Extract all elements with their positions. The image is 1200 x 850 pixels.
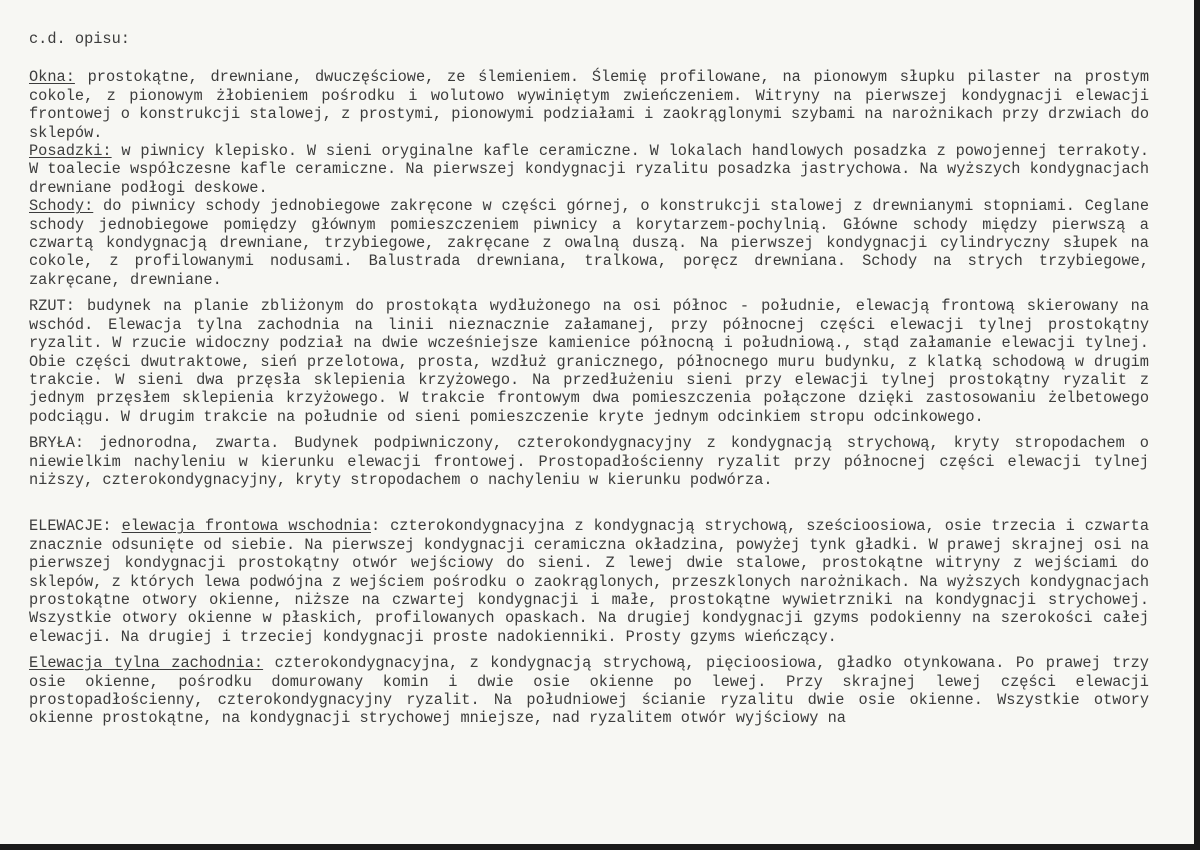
section-text-bryla: jednorodna, zwarta. Budynek podpiwniczony, czterokondygnacyjny z kondygnacją strychową, kryty stropodachem o niewielkim nachyleniu w kierunku elewacji frontowej. Prostopadłościenny ryzalit przy północnej części elewacji tylnej niższy, czterokondygnacyjny, kryty stropodachem o nachyleniu w kierunku podwórza.	[29, 434, 1149, 489]
section-elewacje	[29, 517, 1149, 646]
section-label-posadzki: Posadzki:	[29, 142, 112, 161]
section-prefix-elewacje: ELEWACJE:	[29, 517, 122, 536]
section-text-posadzki: w piwnicy klepisko. W sieni oryginalne kafle ceramiczne. W lokalach handlowych posadzka z powojennej terrakoty. W toalecie współczesne kafle ceramiczne. Na pierwszej kondygnacji ryzalitu posadzka jastrychowa. Na wyższych kondygnacjach drewniane podłogi deskowe.	[29, 142, 1149, 197]
section-label-bryla: BRYŁA:	[29, 434, 85, 453]
section-label-okna: Okna:	[29, 68, 75, 87]
section-rzut	[29, 297, 1149, 426]
section-posadzki	[29, 142, 1149, 197]
section-label-elewacja-tylna: Elewacja tylna zachodnia:	[29, 654, 264, 673]
section-schody	[29, 197, 1149, 289]
section-label-elewacja-frontowa: elewacja frontowa wschodnia	[121, 517, 371, 536]
section-bryla	[29, 434, 1149, 489]
section-label-schody: Schody:	[29, 197, 94, 216]
section-label-rzut: RZUT:	[29, 297, 75, 316]
section-text-schody: do piwnicy schody jednobiegowe zakręcone w części górnej, o konstrukcji stalowej z drewnianymi stopniami. Ceglane schody jednobiegowe pomiędzy głównym pomieszczeniem piwnicy a korytarzem-pochylnią. Główne schody między pierwszą a czwartą kondygnacją drewniane, trzybiegowe, zakręcane z owalną duszą. Na pierwszej kondygnacji cylindryczny słupek na cokole, z profilowanymi nodusami. Balustrada drewniana, tralkowa, poręcz drewniana. Schody na strych trzybiegowe, zakręcane, drewniane.	[29, 197, 1149, 289]
document-body	[29, 30, 1149, 728]
section-elewacja-tylna	[29, 654, 1149, 728]
continuation-heading: c.d. opisu:	[29, 30, 130, 48]
section-text-elewacja-tylna: czterokondygnacyjna, z kondygnacją strychową, pięcioosiowa, gładko otynkowana. Po prawej trzy osie okienne, pośrodku domurowany komin i dwie osie okienne po lewej. Przy skrajnej lewej części elewacji prostopadłościenny, czterokondygnacyjny ryzalit. Na południowej ścianie ryzalitu dwie osie okienne. Wszystkie otwory okienne prostokątne, na kondygnacji strychowej mniejsze, nad ryzalitem otwór wyjściowy na	[29, 654, 1149, 728]
section-okna	[29, 68, 1149, 142]
section-text-rzut: budynek na planie zbliżonym do prostokąta wydłużonego na osi północ - południe, elewacją frontową skierowany na wschód. Elewacja tylna zachodnia na linii nieznacznie załamanej, przy północnej części elewacji tylnej prostokątny ryzalit. W rzucie widoczny podział na dwie wcześniejsze kamienice północną i południową., stąd załamanie elewacji tylnej. Obie części dwutraktowe, sień przelotowa, prosta, wzdłuż granicznego, północnego muru budynku, z klatką schodową w drugim trakcie. W sieni dwa przęsła sklepienia krzyżowego. Na przedłużeniu sieni przy elewacji tylnej prostokątny ryzalit z jednym przęsłem sklepienia krzyżowego. W trakcie frontowym dwa pomieszczenia połączone dzięki zastosowaniu żelbetowego podciągu. W drugim trakcie na południe od sieni pomieszczenie kryte jednym odcinkiem stropu odcinkowego.	[29, 297, 1149, 426]
section-text-elewacja-frontowa: : czterokondygnacyjna z kondygnacją strychową, sześcioosiowa, osie trzecia i czwarta znacznie odsunięte od siebie. Na pierwszej kondygnacji ceramiczna okładzina, powyżej tynk gładki. W prawej skrajnej osi na pierwszej kondygnacji prostokątny otwór wejściowy do sieni. Z lewej dwie stalowe, prostokątne witryny z wejściami do sklepów, z których lewa podwójna z wejściem pośrodku o zaokrąglonych, przeszklonych narożnikach. Na wyższych kondygnacjach prostokątne otwory okienne, niższe na czwartej kondygnacji i małe, prostokątne wywietrzniki na kondygnacji strychowej. Wszystkie otwory okienne w płaskich, profilowanych opaskach. Na drugiej kondygnacji gzyms podokienny na szerokości całej elewacji. Na drugiej i trzeciej kondygnacji proste nadokienniki. Prosty gzyms wieńczący.	[29, 517, 1150, 646]
section-text-okna: prostokątne, drewniane, dwuczęściowe, ze ślemieniem. Ślemię profilowane, na pionowym słupku pilaster na prostym cokole, z pionowym żłobieniem pośrodku i wolutowo wywiniętym zwieńczeniem. Witryny na pierwszej kondygnacji elewacji frontowej o konstrukcji stalowej, z prostymi, pionowymi podziałami i zaokrąglonymi szybami na narożnikach przy drzwiach do sklepów.	[29, 68, 1149, 142]
